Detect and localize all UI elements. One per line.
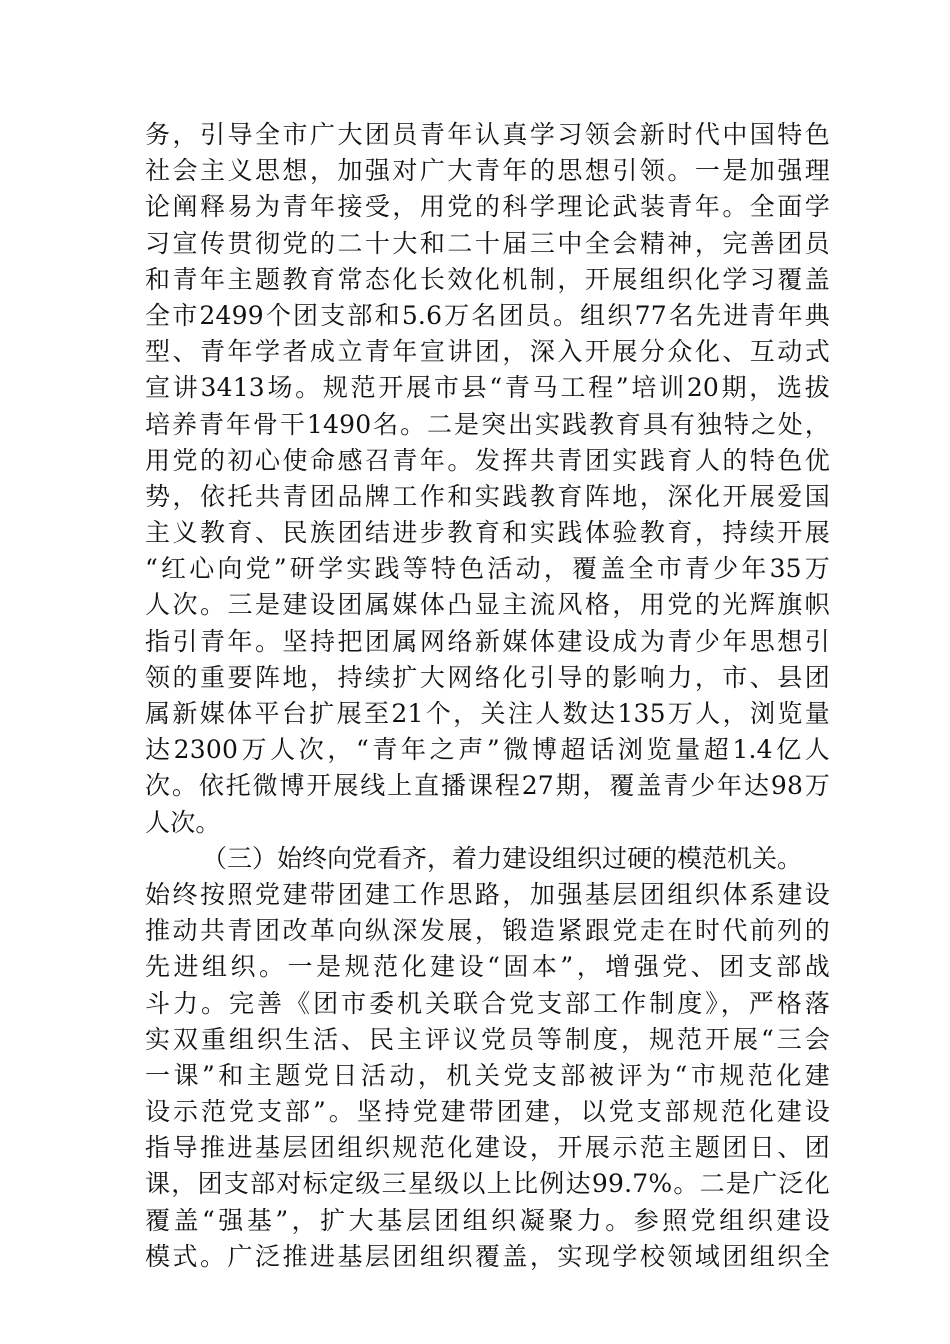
text-line: 模式。广泛推进基层团组织覆盖，实现学校领域团组织全 xyxy=(145,1241,830,1271)
text-line: “红心向党”研学实践等特色活动，覆盖全市青少年35万 xyxy=(145,554,830,584)
text-line: 设示范党支部”。坚持党建带团建，以党支部规范化建设 xyxy=(145,1097,830,1127)
text-line: 领的重要阵地，持续扩大网络化引导的影响力，市、县团 xyxy=(145,662,830,692)
text-line: 全市2499个团支部和5.6万名团员。组织77名先进青年典 xyxy=(145,300,830,330)
text-line: 实双重组织生活、民主评议党员等制度，规范开展“三会 xyxy=(145,1024,830,1054)
body-text xyxy=(145,117,830,1275)
section-heading: （三）始终向党看齐，着力建设组织过硬的模范机关。 xyxy=(202,843,803,873)
text-line: 和青年主题教育常态化长效化机制，开展组织化学习覆盖 xyxy=(145,264,830,294)
text-line: 社会主义思想，加强对广大青年的思想引领。一是加强理 xyxy=(145,156,830,186)
text-line: 势，依托共青团品牌工作和实践教育阵地，深化开展爱国 xyxy=(145,481,830,511)
text-line: 习宣传贯彻党的二十大和二十届三中全会精神，完善团员 xyxy=(145,228,830,258)
text-line: 次。依托微博开展线上直播课程27期，覆盖青少年达98万 xyxy=(145,771,830,801)
text-line: 宣讲3413场。规范开展市县“青马工程”培训20期，选拔 xyxy=(145,373,830,403)
text-line: 覆盖“强基”，扩大基层团组织凝聚力。参照党组织建设 xyxy=(145,1205,830,1235)
text-line: 人次。三是建设团属媒体凸显主流风格，用党的光辉旗帜 xyxy=(145,590,830,620)
text-line: 务，引导全市广大团员青年认真学习领会新时代中国特色 xyxy=(145,120,830,149)
text-line: 主义教育、民族团结进步教育和实践体验教育，持续开展 xyxy=(145,518,830,548)
text-line: 培养青年骨干1490名。二是突出实践教育具有独特之处， xyxy=(145,409,830,439)
text-line: 先进组织。一是规范化建设“固本”，增强党、团支部战 xyxy=(145,952,830,982)
text-line: 人次。 xyxy=(145,807,221,837)
text-line: 课，团支部对标定级三星级以上比例达99.7%。二是广泛化 xyxy=(145,1169,830,1199)
text-line: 属新媒体平台扩展至21个，关注人数达135万人，浏览量 xyxy=(145,699,830,728)
text-line: 指引青年。坚持把团属网络新媒体建设成为青少年思想引 xyxy=(145,626,830,656)
text-line: 始终按照党建带团建工作思路，加强基层团组织体系建设 xyxy=(145,879,830,909)
text-line: 一课”和主题党日活动，机关党支部被评为“市规范化建 xyxy=(145,1060,830,1090)
text-line: 指导推进基层团组织规范化建设，开展示范主题团日、团 xyxy=(145,1133,830,1163)
text-line: 达2300万人次，“青年之声”微博超话浏览量超1.4亿人 xyxy=(145,735,830,765)
text-line: 型、青年学者成立青年宣讲团，深入开展分众化、互动式 xyxy=(145,337,830,367)
text-line: 论阐释易为青年接受，用党的科学理论武装青年。全面学 xyxy=(145,192,830,222)
text-line: 斗力。完善《团市委机关联合党支部工作制度》，严格落 xyxy=(145,988,830,1018)
text-line: 用党的初心使命感召青年。发挥共青团实践育人的特色优 xyxy=(145,445,830,475)
text-line: 推动共青团改革向纵深发展，锻造紧跟党走在时代前列的 xyxy=(145,916,830,946)
